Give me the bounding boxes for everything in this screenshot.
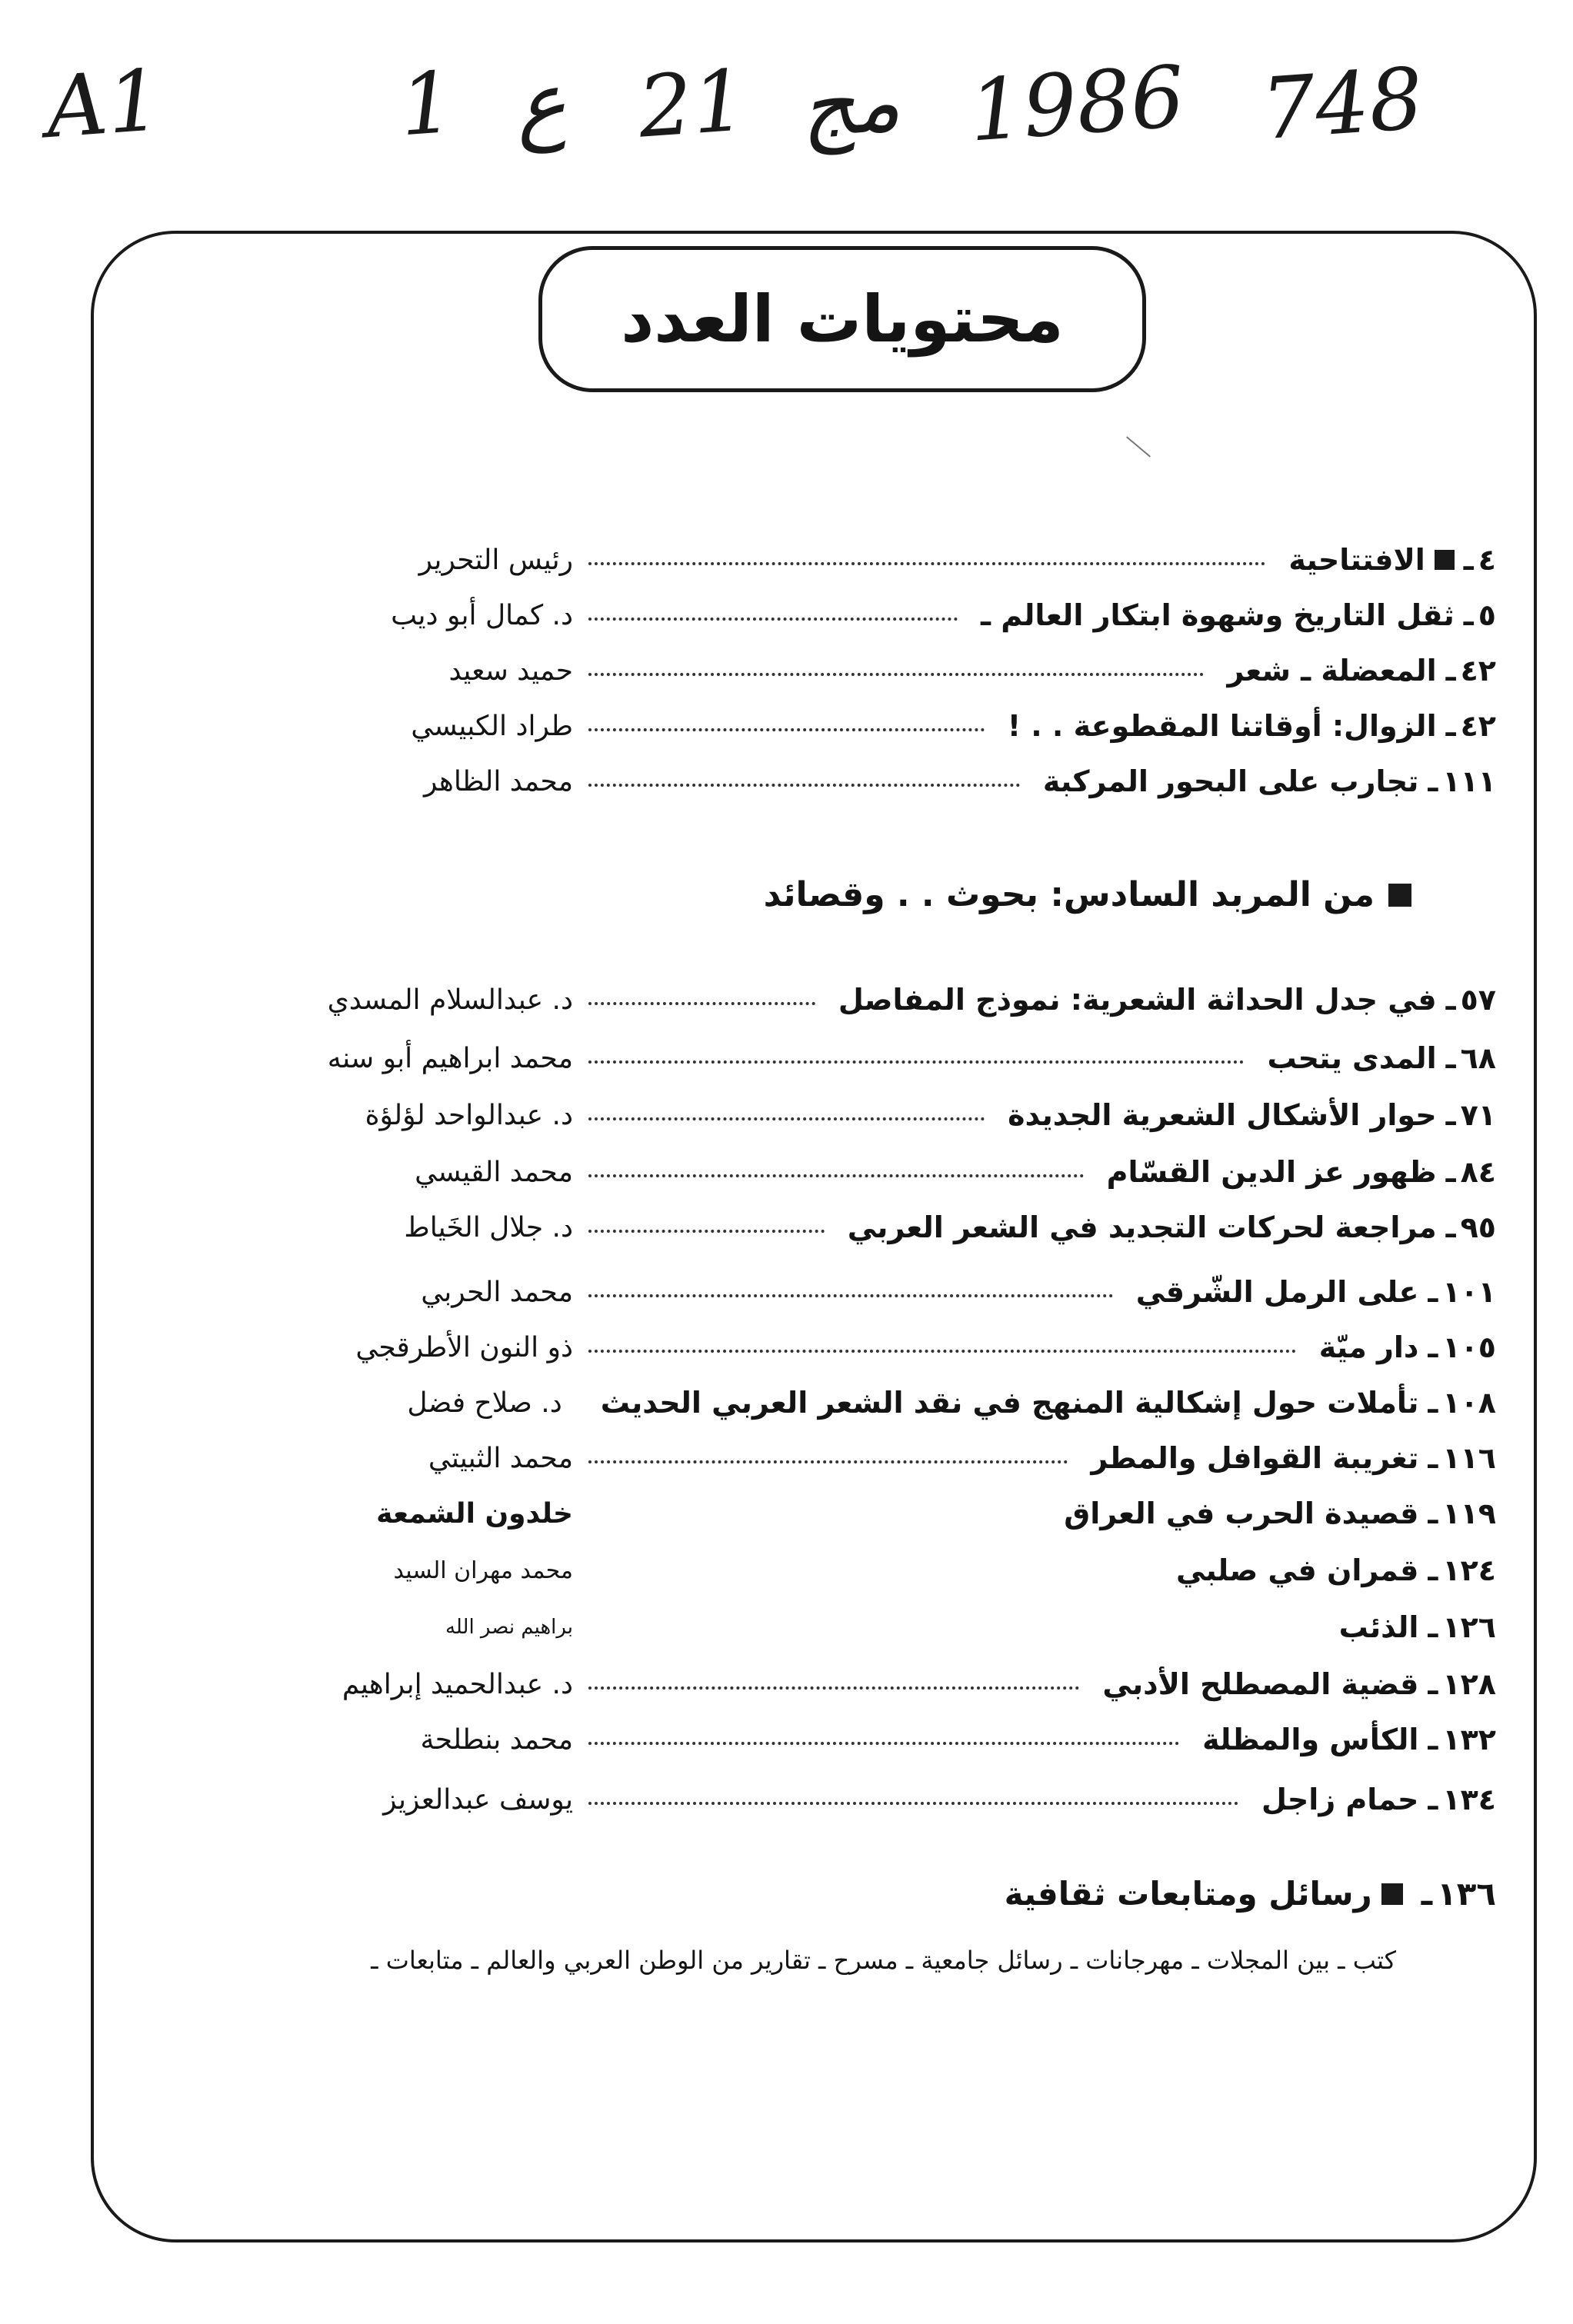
- entry-author: يوسف عبدالعزيز: [383, 1783, 573, 1816]
- entry-author: محمد ابراهيم أبو سنه: [327, 1042, 573, 1074]
- toc-row: [142, 537, 1496, 583]
- entry-title: حوار الأشكال الشعرية الجديدة: [1008, 1098, 1437, 1132]
- toc-row: [142, 1092, 1496, 1138]
- square-bullet-icon: [1381, 1883, 1403, 1905]
- toc-row: [142, 1490, 1496, 1537]
- toc-row: [142, 1380, 1496, 1426]
- toc-row: [142, 1776, 1496, 1823]
- page-number: ١١٦: [1442, 1441, 1496, 1475]
- dot-leader: [588, 1002, 815, 1005]
- page-number: ٥: [1478, 598, 1496, 632]
- entry-title: في جدل الحداثة الشعرية: نموذج المفاصل: [838, 983, 1437, 1017]
- page-number: ١٣٦: [1437, 1875, 1496, 1913]
- toc-row: [142, 1149, 1496, 1195]
- dash: ـ: [1428, 1275, 1438, 1309]
- dot-leader: [588, 1060, 1244, 1064]
- dash: ـ: [1445, 1098, 1456, 1132]
- dash: ـ: [1428, 1723, 1438, 1756]
- entry-author: براهيم نصر الله: [445, 1616, 573, 1639]
- entry-author: د. كمال أبو ديب: [391, 599, 573, 631]
- entry-title: قمران في صلبي: [1175, 1553, 1419, 1587]
- dash: ـ: [1428, 1667, 1438, 1701]
- entry-author: ذو النون الأطرقجي: [355, 1331, 573, 1363]
- page-number: ١٢٤: [1442, 1553, 1496, 1587]
- toc-row: [142, 592, 1496, 638]
- entry-author: محمد مهران السيد: [393, 1557, 573, 1584]
- toc-row: [142, 758, 1496, 804]
- page-number: ١١١: [1442, 764, 1496, 798]
- page-number: ٥٧: [1460, 983, 1496, 1017]
- entry-title: على الرمل الشّرقي: [1135, 1275, 1419, 1309]
- dot-leader: [588, 1350, 1296, 1353]
- page-number: ١٠٥: [1442, 1330, 1496, 1364]
- dot-leader: [588, 618, 958, 621]
- dash: ـ: [1445, 1155, 1456, 1189]
- toc-row: [142, 1547, 1496, 1593]
- dash: ـ: [1428, 1330, 1438, 1364]
- handwritten-annotation: [0, 31, 1573, 169]
- entry-title: دار ميّة: [1318, 1330, 1419, 1364]
- square-bullet-icon: [1388, 884, 1411, 907]
- page-title: محتويات العدد: [621, 281, 1064, 357]
- entry-title: ظهور عز الدين القسّام: [1106, 1155, 1437, 1189]
- page-number: ١٢٨: [1442, 1667, 1496, 1701]
- entry-title: تغريبة القوافل والمطر: [1091, 1441, 1419, 1475]
- page-number: ٤: [1478, 543, 1496, 577]
- page-number: ٤٢: [1460, 654, 1496, 688]
- page-number: ١٣٢: [1442, 1723, 1496, 1756]
- dash: ـ: [1445, 983, 1456, 1017]
- section-heading: [764, 875, 1411, 914]
- handwritten-year: 1986: [965, 47, 1188, 161]
- dash: ـ: [1428, 1783, 1438, 1816]
- dash: ـ: [1428, 1610, 1438, 1644]
- title-box: [538, 246, 1146, 392]
- entry-author: محمد الحربي: [421, 1276, 573, 1308]
- toc-row: [142, 703, 1496, 749]
- entry-title: قضية المصطلح الأدبي: [1102, 1667, 1419, 1701]
- page-number: ٧١: [1460, 1098, 1496, 1132]
- entry-author: د. صلاح فضل: [407, 1387, 562, 1419]
- dot-leader: [588, 1294, 1113, 1297]
- dash: ـ: [1445, 1210, 1456, 1244]
- entry-title: المعضلة ـ شعر: [1227, 654, 1437, 688]
- dot-leader: [588, 1742, 1179, 1745]
- entry-author: د. عبدالسلام المسدي: [327, 984, 573, 1016]
- dash: ـ: [1428, 764, 1438, 798]
- dot-leader: [588, 1516, 1041, 1519]
- page-number: ٩٥: [1460, 1210, 1496, 1244]
- dash: ـ: [1428, 1497, 1438, 1530]
- entry-author: د. عبدالواحد لؤلؤة: [365, 1099, 573, 1131]
- entry-author: رئيس التحرير: [418, 544, 573, 576]
- entry-author: محمد بنطلحة: [420, 1723, 573, 1756]
- entry-author: محمد الثبيتي: [428, 1442, 573, 1474]
- entry-title: الزوال: أوقاتنا المقطوعة . . !: [1007, 709, 1437, 743]
- entry-title: حمام زاجل: [1261, 1783, 1419, 1816]
- dash: ـ: [1445, 1041, 1456, 1075]
- entry-author: د. عبدالحميد إبراهيم: [342, 1668, 573, 1700]
- entry-title: مراجعة لحركات التجديد في الشعر العربي: [847, 1210, 1437, 1244]
- dot-leader: [588, 1802, 1238, 1805]
- toc-row: [142, 1661, 1496, 1707]
- entry-author: محمد الظاهر: [424, 765, 573, 797]
- toc-row: [142, 1324, 1496, 1370]
- toc-row-final: [1005, 1875, 1496, 1913]
- toc-row: [142, 977, 1496, 1023]
- entry-title: المدى يتحب: [1267, 1041, 1437, 1075]
- toc-row: [142, 648, 1496, 694]
- page-number: ١٠٨: [1442, 1386, 1496, 1420]
- dash: ـ: [1445, 654, 1456, 688]
- dot-leader: [588, 562, 1265, 565]
- entry-author: حميد سعيد: [448, 654, 573, 687]
- handwritten-letter: ع: [512, 52, 570, 155]
- footnote: كتب ـ بين المجلات ـ مهرجانات ـ رسائل جامعية ـ مسرح ـ تقارير من الوطن العربي والعالم ـ متابعات ـ: [371, 1946, 1396, 1975]
- handwritten-number: 21: [635, 51, 750, 157]
- dash: ـ: [1428, 1553, 1438, 1587]
- dash: ـ: [1421, 1875, 1433, 1913]
- page-number: ١٢٦: [1442, 1610, 1496, 1644]
- dot-leader: [588, 1686, 1079, 1690]
- dash: ـ: [1463, 543, 1474, 577]
- entry-title: رسائل ومتابعات ثقافية: [1004, 1875, 1372, 1913]
- toc-row: [142, 1716, 1496, 1763]
- entry-title: الافتتاحية: [1288, 543, 1425, 577]
- entry-title: تجارب على البحور المركبة: [1042, 764, 1419, 798]
- dot-leader: [588, 1460, 1068, 1463]
- dot-leader: [588, 1230, 825, 1233]
- toc-row: [142, 1604, 1496, 1650]
- handwritten-letter: مج: [796, 51, 904, 157]
- dash: ـ: [1428, 1441, 1438, 1475]
- dot-leader: [588, 673, 1204, 676]
- entry-author: خلدون الشمعة: [376, 1497, 573, 1530]
- handwritten-code: 748: [1258, 48, 1427, 159]
- toc-row: [142, 1269, 1496, 1315]
- entry-author: طراد الكبيسي: [411, 710, 573, 742]
- dash: ـ: [1428, 1386, 1438, 1420]
- section-heading-text: من المربد السادس: بحوث . . وقصائد: [763, 875, 1375, 914]
- dot-leader: [588, 728, 985, 731]
- entry-author: محمد القيسي: [415, 1156, 573, 1188]
- page-number: ١٣٤: [1442, 1783, 1496, 1816]
- dot-leader: [588, 1174, 1084, 1177]
- square-bullet-icon: [1435, 550, 1455, 570]
- entry-title: تأملات حول إشكالية المنهج في نقد الشعر العربي الحديث: [600, 1386, 1419, 1420]
- toc-row: [142, 1035, 1496, 1081]
- dot-leader: [588, 1117, 985, 1120]
- dot-leader: [588, 1573, 1153, 1576]
- entry-title: قصيدة الحرب في العراق: [1064, 1497, 1419, 1530]
- dot-leader: [588, 1630, 1316, 1633]
- page-number: ٨٤: [1460, 1155, 1496, 1189]
- page-number: ١١٩: [1442, 1497, 1496, 1530]
- toc-row: [142, 1435, 1496, 1481]
- page-number: ٦٨: [1460, 1041, 1496, 1075]
- entry-author: د. جلال الخَياط: [404, 1211, 573, 1244]
- page-number: ٤٢: [1460, 709, 1496, 743]
- entry-title: الكأس والمظلة: [1202, 1723, 1419, 1756]
- entry-title: ثقل التاريخ وشهوة ابتكار العالم ـ: [981, 598, 1455, 632]
- entry-title: الذئب: [1338, 1610, 1419, 1644]
- toc-row: [142, 1204, 1496, 1250]
- dash: ـ: [1445, 709, 1456, 743]
- handwritten-a1: A1: [42, 50, 165, 158]
- dot-leader: [588, 784, 1020, 787]
- page-number: ١٠١: [1442, 1275, 1496, 1309]
- handwritten-number: 1: [396, 52, 458, 155]
- dash: ـ: [1463, 598, 1474, 632]
